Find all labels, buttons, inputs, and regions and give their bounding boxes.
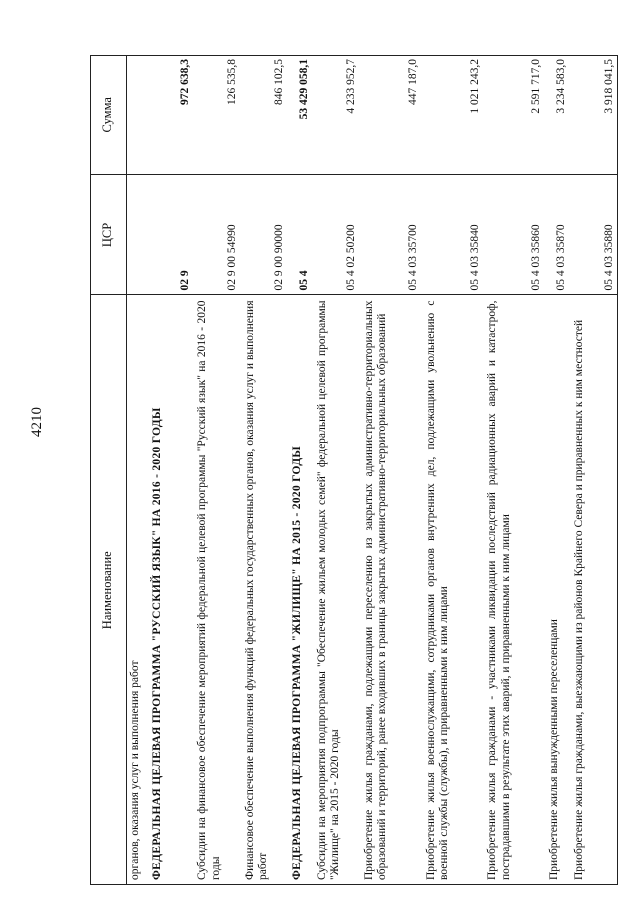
table-row: [423, 55, 485, 885]
row-sum: 53 429 058,1: [298, 59, 311, 120]
table-header-row: [90, 55, 127, 885]
table-row: [546, 55, 571, 885]
row-code: 02 9 00 54990: [194, 175, 241, 295]
table-row: [242, 55, 289, 885]
row-sum: 846 102,5: [273, 59, 286, 105]
row-code: [127, 175, 150, 295]
row-sum: 4 233 952,7: [345, 59, 358, 114]
header-code: ЦСР: [90, 175, 127, 295]
row-name: Приобретение жилья гражданами - участниками ликвидации последствий радиационных аварий и катастроф, пострадавшими в результате этих аварий, и приравненными к ним лицами: [484, 295, 546, 885]
row-name: Приобретение жилья военнослужащими, сотрудниками органов внутренних дел, подлежащими увольнению с военной службы (службы), и приравненными к ним лицами: [423, 295, 485, 885]
row-name: Приобретение жилья гражданами, подлежащими переселению из закрытых административно-территориальных образований и территорий, ранее входивших в границы закрытых административно-территориальных образований: [361, 295, 423, 885]
table-row: [571, 55, 618, 885]
row-code: 05 4 03 35840: [423, 175, 485, 295]
row-sum: 3 234 583,0: [555, 59, 568, 114]
row-name: Приобретение жилья гражданами, выезжающими из районов Крайнего Севера и приравненных к ним местностей: [571, 295, 618, 885]
table-row: [289, 55, 314, 885]
row-name: ФЕДЕРАЛЬНАЯ ЦЕЛЕВАЯ ПРОГРАММА "ЖИЛИЩЕ" НА 2015 - 2020 ГОДЫ: [289, 295, 314, 885]
row-sum: 447 187,0: [407, 59, 420, 105]
row-sum: 126 535,8: [226, 59, 239, 105]
row-name: Приобретение жилья вынужденными переселенцами: [546, 295, 571, 885]
row-sum: 972 638,3: [178, 59, 191, 105]
row-code: 05 4 02 50200: [314, 175, 361, 295]
header-name: Наименование: [90, 295, 127, 885]
budget-table-container: [90, 55, 618, 885]
budget-table: [90, 55, 618, 885]
table-row: [127, 55, 150, 885]
page-number: 4210: [29, 407, 45, 437]
row-name: ФЕДЕРАЛЬНАЯ ЦЕЛЕВАЯ ПРОГРАММА "РУССКИЙ ЯЗЫК" НА 2016 - 2020 ГОДЫ: [149, 295, 194, 885]
row-code: 05 4: [289, 175, 314, 295]
row-sum: 1 021 243,2: [468, 59, 481, 114]
row-sum: 3 918 041,5: [602, 59, 615, 114]
row-code: 05 4 03 35870: [546, 175, 571, 295]
row-code: 05 4 03 35880: [571, 175, 618, 295]
row-name: Финансовое обеспечение выполнения функций федеральных государственных органов, оказания услуг и выполнения работ: [242, 295, 289, 885]
row-name: органов, оказания услуг и выполнения работ: [127, 295, 150, 885]
header-sum: Сумма: [90, 55, 127, 175]
row-name: Субсидии на мероприятия подпрограммы "Обеспечение жильем молодых семей" федеральной целевой программы "Жилище" на 2015 - 2020 годы: [314, 295, 361, 885]
row-name: Субсидии на финансовое обеспечение мероприятий федеральной целевой программы "Русский язык" на 2016 - 2020 годы: [194, 295, 241, 885]
row-code: 02 9 00 90000: [242, 175, 289, 295]
table-row: [149, 55, 194, 885]
row-code: 05 4 03 35860: [484, 175, 546, 295]
table-row: [484, 55, 546, 885]
row-sum: 2 591 717,0: [530, 59, 543, 114]
table-row: [314, 55, 361, 885]
row-sum: [127, 55, 150, 175]
table-row: [194, 55, 241, 885]
table-row: [361, 55, 423, 885]
row-code: 02 9: [149, 175, 194, 295]
row-code: 05 4 03 35700: [361, 175, 423, 295]
